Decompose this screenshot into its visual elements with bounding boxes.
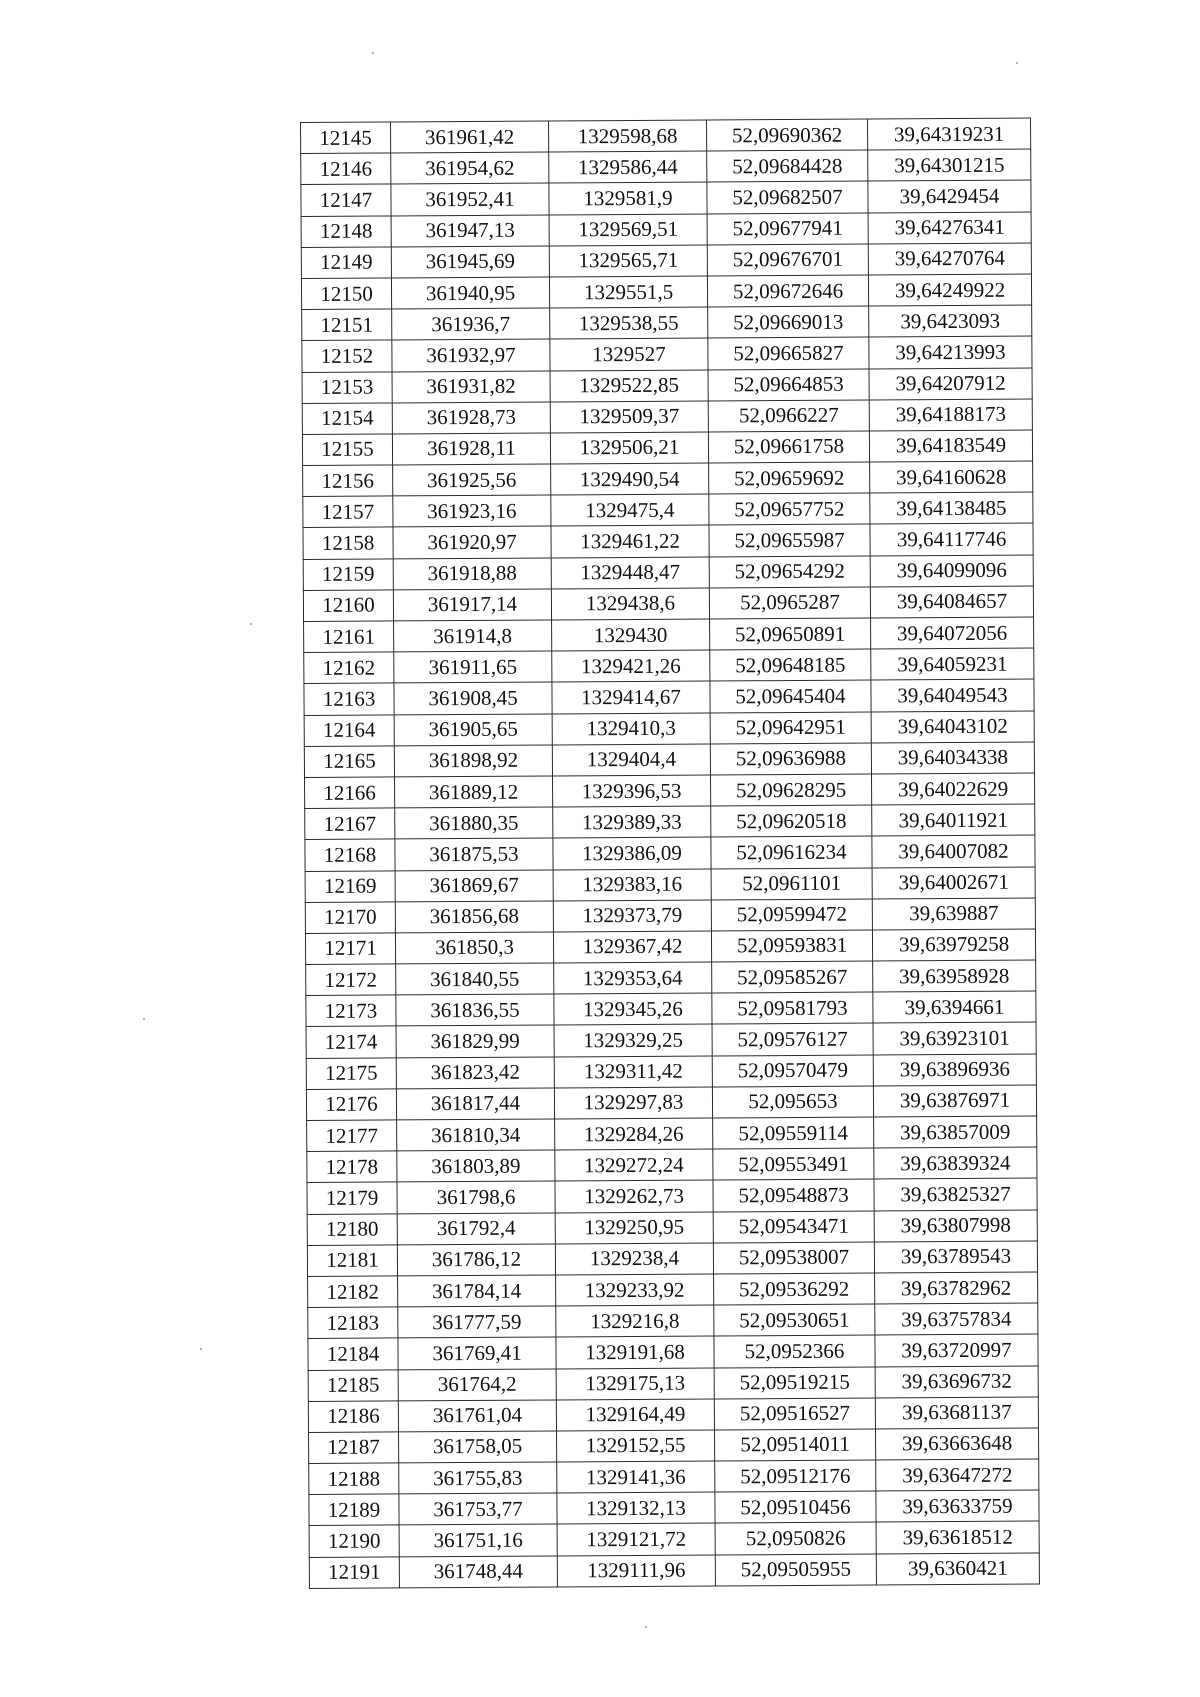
latitude-cell: 52,09669013 xyxy=(708,306,869,338)
x-coordinate-cell: 361836,55 xyxy=(396,994,554,1026)
table-row xyxy=(302,368,1032,404)
longitude-cell: 39,64270764 xyxy=(868,243,1031,275)
longitude-cell: 39,64034338 xyxy=(871,742,1034,774)
latitude-cell: 52,0950826 xyxy=(715,1522,876,1554)
point-number-cell: 12179 xyxy=(307,1182,397,1214)
table-row xyxy=(303,523,1033,559)
table-row xyxy=(307,1241,1037,1277)
x-coordinate-cell: 361908,45 xyxy=(394,682,552,714)
x-coordinate-cell: 361947,13 xyxy=(391,215,549,247)
y-coordinate-cell: 1329396,53 xyxy=(552,775,710,807)
coordinates-table xyxy=(300,118,1040,1589)
y-coordinate-cell: 1329262,73 xyxy=(555,1180,713,1212)
table-row xyxy=(302,430,1032,466)
point-number-cell: 12188 xyxy=(309,1463,399,1495)
point-number-cell: 12153 xyxy=(302,371,392,403)
table-row xyxy=(309,1428,1039,1464)
table-row xyxy=(309,1459,1039,1495)
point-number-cell: 12183 xyxy=(308,1307,398,1339)
latitude-cell: 52,0961101 xyxy=(711,868,872,900)
latitude-cell: 52,09536292 xyxy=(714,1273,875,1305)
table-row xyxy=(301,243,1031,279)
y-coordinate-cell: 1329141,36 xyxy=(557,1461,715,1493)
table-row xyxy=(308,1272,1038,1308)
x-coordinate-cell: 361917,14 xyxy=(393,589,551,621)
table-row xyxy=(307,1178,1037,1214)
point-number-cell: 12184 xyxy=(308,1338,398,1370)
longitude-cell: 39,63923101 xyxy=(873,1022,1036,1054)
y-coordinate-cell: 1329414,67 xyxy=(552,681,710,713)
latitude-cell: 52,09512176 xyxy=(715,1460,876,1492)
latitude-cell: 52,09593831 xyxy=(711,930,872,962)
x-coordinate-cell: 361920,97 xyxy=(393,526,551,558)
y-coordinate-cell: 1329586,44 xyxy=(549,151,707,183)
latitude-cell: 52,09682507 xyxy=(707,181,868,213)
point-number-cell: 12169 xyxy=(305,870,395,902)
table-row xyxy=(304,711,1034,747)
x-coordinate-cell: 361954,62 xyxy=(391,152,549,184)
x-coordinate-cell: 361923,16 xyxy=(393,495,551,527)
table-row xyxy=(305,835,1035,871)
table-row xyxy=(305,929,1035,965)
x-coordinate-cell: 361784,14 xyxy=(398,1275,556,1307)
latitude-cell: 52,09676701 xyxy=(707,244,868,276)
y-coordinate-cell: 1329551,5 xyxy=(549,276,707,308)
longitude-cell: 39,639887 xyxy=(872,898,1035,930)
point-number-cell: 12163 xyxy=(304,683,394,715)
latitude-cell: 52,09599472 xyxy=(711,899,872,931)
table-row xyxy=(301,118,1031,154)
table-row xyxy=(305,867,1035,903)
longitude-cell: 39,63618512 xyxy=(876,1521,1039,1553)
latitude-cell: 52,09516527 xyxy=(714,1398,875,1430)
table-row xyxy=(303,555,1033,591)
point-number-cell: 12155 xyxy=(302,434,392,466)
latitude-cell: 52,09672646 xyxy=(707,275,868,307)
longitude-cell: 39,63782962 xyxy=(875,1272,1038,1304)
x-coordinate-cell: 361755,83 xyxy=(399,1462,557,1494)
x-coordinate-cell: 361875,53 xyxy=(395,838,553,870)
longitude-cell: 39,64022629 xyxy=(871,773,1034,805)
x-coordinate-cell: 361914,8 xyxy=(394,620,552,652)
y-coordinate-cell: 1329386,09 xyxy=(553,837,711,869)
y-coordinate-cell: 1329490,54 xyxy=(551,463,709,495)
y-coordinate-cell: 1329164,49 xyxy=(556,1399,714,1431)
point-number-cell: 12156 xyxy=(303,465,393,497)
table-row xyxy=(301,149,1031,185)
table-row xyxy=(306,960,1036,996)
table-row xyxy=(307,1147,1037,1183)
x-coordinate-cell: 361758,05 xyxy=(399,1431,557,1463)
scan-speck xyxy=(372,52,374,54)
y-coordinate-cell: 1329430 xyxy=(552,619,710,651)
table-row xyxy=(308,1397,1038,1433)
y-coordinate-cell: 1329353,64 xyxy=(554,962,712,994)
y-coordinate-cell: 1329175,13 xyxy=(556,1367,714,1399)
x-coordinate-cell: 361932,97 xyxy=(392,339,550,371)
latitude-cell: 52,09548873 xyxy=(713,1179,874,1211)
point-number-cell: 12160 xyxy=(303,590,393,622)
latitude-cell: 52,09576127 xyxy=(712,1023,873,1055)
x-coordinate-cell: 361777,59 xyxy=(398,1306,556,1338)
table-row xyxy=(301,180,1031,216)
point-number-cell: 12178 xyxy=(307,1151,397,1183)
latitude-cell: 52,09665827 xyxy=(708,337,869,369)
point-number-cell: 12150 xyxy=(301,278,391,310)
y-coordinate-cell: 1329538,55 xyxy=(550,307,708,339)
point-number-cell: 12148 xyxy=(301,216,391,248)
point-number-cell: 12186 xyxy=(308,1401,398,1433)
point-number-cell: 12172 xyxy=(306,964,396,996)
longitude-cell: 39,64011921 xyxy=(872,804,1035,836)
y-coordinate-cell: 1329581,9 xyxy=(549,182,707,214)
point-number-cell: 12145 xyxy=(301,122,391,154)
latitude-cell: 52,09655987 xyxy=(709,524,870,556)
latitude-cell: 52,0966227 xyxy=(708,400,869,432)
point-number-cell: 12151 xyxy=(302,309,392,341)
longitude-cell: 39,64084657 xyxy=(870,586,1033,618)
table-row xyxy=(307,1210,1037,1246)
latitude-cell: 52,0965287 xyxy=(709,587,870,619)
x-coordinate-cell: 361869,67 xyxy=(395,869,553,901)
y-coordinate-cell: 1329522,85 xyxy=(550,370,708,402)
point-number-cell: 12146 xyxy=(301,153,391,185)
latitude-cell: 52,09620518 xyxy=(711,805,872,837)
y-coordinate-cell: 1329421,26 xyxy=(552,650,710,682)
y-coordinate-cell: 1329448,47 xyxy=(551,557,709,589)
x-coordinate-cell: 361952,41 xyxy=(391,183,549,215)
x-coordinate-cell: 361905,65 xyxy=(394,714,552,746)
table-row xyxy=(304,742,1034,778)
point-number-cell: 12182 xyxy=(308,1276,398,1308)
x-coordinate-cell: 361786,12 xyxy=(397,1244,555,1276)
y-coordinate-cell: 1329238,4 xyxy=(555,1243,713,1275)
scan-speck xyxy=(645,1626,647,1628)
longitude-cell: 39,63876971 xyxy=(873,1085,1036,1117)
longitude-cell: 39,63896936 xyxy=(873,1054,1036,1086)
longitude-cell: 39,63979258 xyxy=(872,929,1035,961)
point-number-cell: 12168 xyxy=(305,839,395,871)
latitude-cell: 52,09677941 xyxy=(707,213,868,245)
latitude-cell: 52,09642951 xyxy=(710,712,871,744)
latitude-cell: 52,09684428 xyxy=(707,150,868,182)
point-number-cell: 12187 xyxy=(309,1432,399,1464)
longitude-cell: 39,63720997 xyxy=(875,1334,1038,1366)
y-coordinate-cell: 1329297,83 xyxy=(554,1087,712,1119)
scan-speck xyxy=(250,623,252,625)
y-coordinate-cell: 1329569,51 xyxy=(549,214,707,246)
x-coordinate-cell: 361945,69 xyxy=(391,246,549,278)
longitude-cell: 39,6360421 xyxy=(876,1553,1039,1585)
x-coordinate-cell: 361792,4 xyxy=(397,1213,555,1245)
x-coordinate-cell: 361856,68 xyxy=(395,901,553,933)
point-number-cell: 12185 xyxy=(308,1369,398,1401)
longitude-cell: 39,63647272 xyxy=(876,1459,1039,1491)
table-row xyxy=(309,1553,1039,1589)
table-row xyxy=(306,1085,1036,1121)
longitude-cell: 39,64072056 xyxy=(871,617,1034,649)
x-coordinate-cell: 361940,95 xyxy=(391,277,549,309)
y-coordinate-cell: 1329367,42 xyxy=(553,931,711,963)
x-coordinate-cell: 361928,73 xyxy=(392,402,550,434)
latitude-cell: 52,09664853 xyxy=(708,369,869,401)
point-number-cell: 12152 xyxy=(302,340,392,372)
y-coordinate-cell: 1329311,42 xyxy=(554,1056,712,1088)
y-coordinate-cell: 1329509,37 xyxy=(550,401,708,433)
table-row xyxy=(308,1303,1038,1339)
x-coordinate-cell: 361753,77 xyxy=(399,1493,557,1525)
y-coordinate-cell: 1329565,71 xyxy=(549,245,707,277)
table-row xyxy=(303,586,1033,622)
longitude-cell: 39,64049543 xyxy=(871,679,1034,711)
point-number-cell: 12170 xyxy=(305,902,395,934)
x-coordinate-cell: 361961,42 xyxy=(391,121,549,153)
table-row xyxy=(306,1054,1036,1090)
y-coordinate-cell: 1329461,22 xyxy=(551,525,709,557)
latitude-cell: 52,09657752 xyxy=(709,493,870,525)
point-number-cell: 12191 xyxy=(309,1557,399,1589)
latitude-cell: 52,09505955 xyxy=(715,1554,876,1586)
longitude-cell: 39,64249922 xyxy=(868,274,1031,306)
y-coordinate-cell: 1329373,79 xyxy=(553,900,711,932)
y-coordinate-cell: 1329216,8 xyxy=(556,1305,714,1337)
x-coordinate-cell: 361810,34 xyxy=(397,1119,555,1151)
x-coordinate-cell: 361911,65 xyxy=(394,651,552,683)
point-number-cell: 12164 xyxy=(304,714,394,746)
point-number-cell: 12166 xyxy=(305,777,395,809)
longitude-cell: 39,64117746 xyxy=(870,523,1033,555)
scan-speck xyxy=(200,1348,202,1350)
point-number-cell: 12158 xyxy=(303,527,393,559)
x-coordinate-cell: 361798,6 xyxy=(397,1181,555,1213)
x-coordinate-cell: 361880,35 xyxy=(395,807,553,839)
latitude-cell: 52,09616234 xyxy=(711,836,872,868)
latitude-cell: 52,09661758 xyxy=(708,431,869,463)
point-number-cell: 12181 xyxy=(307,1245,397,1277)
table-row xyxy=(309,1521,1039,1557)
x-coordinate-cell: 361898,92 xyxy=(394,745,552,777)
scan-speck xyxy=(1016,62,1018,64)
longitude-cell: 39,64301215 xyxy=(868,149,1031,181)
table-row xyxy=(303,492,1033,528)
x-coordinate-cell: 361803,89 xyxy=(397,1150,555,1182)
longitude-cell: 39,64319231 xyxy=(867,118,1030,150)
table-row xyxy=(308,1366,1038,1402)
y-coordinate-cell: 1329272,24 xyxy=(555,1149,713,1181)
latitude-cell: 52,09650891 xyxy=(710,618,871,650)
latitude-cell: 52,09659692 xyxy=(709,462,870,494)
longitude-cell: 39,63663648 xyxy=(875,1428,1038,1460)
y-coordinate-cell: 1329121,72 xyxy=(557,1523,715,1555)
x-coordinate-cell: 361761,04 xyxy=(398,1400,556,1432)
y-coordinate-cell: 1329410,3 xyxy=(552,713,710,745)
longitude-cell: 39,64138485 xyxy=(870,492,1033,524)
latitude-cell: 52,09543471 xyxy=(713,1211,874,1243)
y-coordinate-cell: 1329111,96 xyxy=(557,1555,715,1587)
x-coordinate-cell: 361931,82 xyxy=(392,370,550,402)
longitude-cell: 39,64183549 xyxy=(869,430,1032,462)
table-row xyxy=(302,336,1032,372)
point-number-cell: 12165 xyxy=(304,746,394,778)
latitude-cell: 52,09530651 xyxy=(714,1304,875,1336)
longitude-cell: 39,64007082 xyxy=(872,835,1035,867)
table-row xyxy=(308,1334,1038,1370)
latitude-cell: 52,09570479 xyxy=(712,1055,873,1087)
longitude-cell: 39,63696732 xyxy=(875,1366,1038,1398)
point-number-cell: 12167 xyxy=(305,808,395,840)
x-coordinate-cell: 361769,41 xyxy=(398,1337,556,1369)
x-coordinate-cell: 361751,16 xyxy=(399,1524,557,1556)
latitude-cell: 52,09538007 xyxy=(713,1242,874,1274)
coordinates-table-body xyxy=(301,118,1040,1588)
point-number-cell: 12159 xyxy=(303,559,393,591)
y-coordinate-cell: 1329389,33 xyxy=(553,806,711,838)
latitude-cell: 52,0952366 xyxy=(714,1335,875,1367)
longitude-cell: 39,63857009 xyxy=(874,1116,1037,1148)
y-coordinate-cell: 1329506,21 xyxy=(550,432,708,464)
table-row xyxy=(309,1490,1039,1526)
x-coordinate-cell: 361817,44 xyxy=(396,1088,554,1120)
point-number-cell: 12173 xyxy=(306,995,396,1027)
longitude-cell: 39,63789543 xyxy=(874,1241,1037,1273)
x-coordinate-cell: 361840,55 xyxy=(396,963,554,995)
latitude-cell: 52,09581793 xyxy=(712,992,873,1024)
latitude-cell: 52,09510456 xyxy=(715,1491,876,1523)
y-coordinate-cell: 1329152,55 xyxy=(556,1430,714,1462)
x-coordinate-cell: 361918,88 xyxy=(393,558,551,590)
latitude-cell: 52,09648185 xyxy=(710,649,871,681)
longitude-cell: 39,64207912 xyxy=(869,368,1032,400)
x-coordinate-cell: 361823,42 xyxy=(396,1057,554,1089)
latitude-cell: 52,09690362 xyxy=(706,119,867,151)
table-row xyxy=(304,648,1034,684)
longitude-cell: 39,64002671 xyxy=(872,867,1035,899)
latitude-cell: 52,09585267 xyxy=(712,961,873,993)
y-coordinate-cell: 1329284,26 xyxy=(555,1118,713,1150)
point-number-cell: 12176 xyxy=(306,1089,396,1121)
table-row xyxy=(306,1022,1036,1058)
longitude-cell: 39,6394661 xyxy=(873,991,1036,1023)
table-row xyxy=(305,804,1035,840)
point-number-cell: 12175 xyxy=(306,1058,396,1090)
longitude-cell: 39,64099096 xyxy=(870,555,1033,587)
longitude-cell: 39,6423093 xyxy=(869,305,1032,337)
table-row xyxy=(301,212,1031,248)
latitude-cell: 52,09553491 xyxy=(713,1148,874,1180)
longitude-cell: 39,63681137 xyxy=(875,1397,1038,1429)
longitude-cell: 39,64276341 xyxy=(868,212,1031,244)
y-coordinate-cell: 1329191,68 xyxy=(556,1336,714,1368)
longitude-cell: 39,64160628 xyxy=(870,461,1033,493)
longitude-cell: 39,6429454 xyxy=(868,180,1031,212)
x-coordinate-cell: 361748,44 xyxy=(399,1556,557,1588)
y-coordinate-cell: 1329233,92 xyxy=(556,1274,714,1306)
x-coordinate-cell: 361829,99 xyxy=(396,1025,554,1057)
latitude-cell: 52,09654292 xyxy=(709,556,870,588)
table-row xyxy=(302,399,1032,435)
y-coordinate-cell: 1329438,6 xyxy=(551,588,709,620)
table-row xyxy=(305,773,1035,809)
point-number-cell: 12147 xyxy=(301,184,391,216)
point-number-cell: 12157 xyxy=(303,496,393,528)
table-row xyxy=(305,898,1035,934)
latitude-cell: 52,09519215 xyxy=(714,1367,875,1399)
longitude-cell: 39,64213993 xyxy=(869,336,1032,368)
x-coordinate-cell: 361850,3 xyxy=(395,932,553,964)
longitude-cell: 39,63633759 xyxy=(876,1490,1039,1522)
latitude-cell: 52,09645404 xyxy=(710,680,871,712)
longitude-cell: 39,63958928 xyxy=(873,960,1036,992)
point-number-cell: 12177 xyxy=(307,1120,397,1152)
table-row xyxy=(304,617,1034,653)
x-coordinate-cell: 361925,56 xyxy=(393,464,551,496)
longitude-cell: 39,63825327 xyxy=(874,1178,1037,1210)
longitude-cell: 39,63757834 xyxy=(875,1303,1038,1335)
y-coordinate-cell: 1329404,4 xyxy=(552,744,710,776)
point-number-cell: 12154 xyxy=(302,403,392,435)
longitude-cell: 39,64188173 xyxy=(869,399,1032,431)
x-coordinate-cell: 361936,7 xyxy=(392,308,550,340)
x-coordinate-cell: 361889,12 xyxy=(395,776,553,808)
point-number-cell: 12180 xyxy=(307,1213,397,1245)
y-coordinate-cell: 1329598,68 xyxy=(548,120,706,152)
table-row xyxy=(302,305,1032,341)
point-number-cell: 12190 xyxy=(309,1525,399,1557)
table-row xyxy=(307,1116,1037,1152)
longitude-cell: 39,64043102 xyxy=(871,711,1034,743)
y-coordinate-cell: 1329475,4 xyxy=(551,494,709,526)
latitude-cell: 52,09559114 xyxy=(713,1117,874,1149)
point-number-cell: 12189 xyxy=(309,1494,399,1526)
latitude-cell: 52,09628295 xyxy=(710,774,871,806)
x-coordinate-cell: 361928,11 xyxy=(392,433,550,465)
longitude-cell: 39,64059231 xyxy=(871,648,1034,680)
y-coordinate-cell: 1329329,25 xyxy=(554,1024,712,1056)
y-coordinate-cell: 1329527 xyxy=(550,338,708,370)
table-row xyxy=(304,679,1034,715)
table-row xyxy=(303,461,1033,497)
y-coordinate-cell: 1329250,95 xyxy=(555,1212,713,1244)
y-coordinate-cell: 1329383,16 xyxy=(553,869,711,901)
y-coordinate-cell: 1329132,13 xyxy=(557,1492,715,1524)
x-coordinate-cell: 361764,2 xyxy=(398,1368,556,1400)
scan-speck xyxy=(143,1018,145,1020)
point-number-cell: 12149 xyxy=(301,247,391,279)
table-row xyxy=(301,274,1031,310)
latitude-cell: 52,095653 xyxy=(712,1086,873,1118)
point-number-cell: 12161 xyxy=(304,621,394,653)
point-number-cell: 12162 xyxy=(304,652,394,684)
point-number-cell: 12174 xyxy=(306,1026,396,1058)
table-row xyxy=(306,991,1036,1027)
latitude-cell: 52,09514011 xyxy=(714,1429,875,1461)
longitude-cell: 39,63839324 xyxy=(874,1147,1037,1179)
y-coordinate-cell: 1329345,26 xyxy=(554,993,712,1025)
latitude-cell: 52,09636988 xyxy=(710,743,871,775)
longitude-cell: 39,63807998 xyxy=(874,1210,1037,1242)
point-number-cell: 12171 xyxy=(305,933,395,965)
